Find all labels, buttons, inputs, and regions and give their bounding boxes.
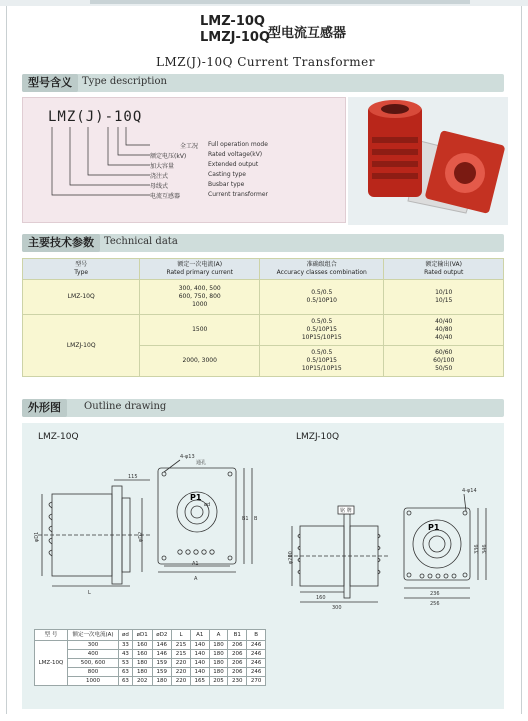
dim-cell: 500, 600 [68,659,119,668]
label-160: 160 [316,595,326,601]
th-output: 额定输出(VA) Rated output [384,259,504,280]
label-346: 346 [482,544,488,554]
drawing-title-right: LMZJ-10Q [296,432,340,442]
dim-cell: 53 [119,659,133,668]
lmzj-outline-drawing [286,456,496,616]
label-hole: 4-φ13 [180,454,195,460]
product-photo [348,97,508,225]
label-d2: φD2 [138,531,144,542]
dim-th: ød [119,630,133,641]
type-section-label: 型号含义 [22,74,78,92]
th-accuracy: 准确级组合 Accuracy classes combination [260,259,384,280]
lmz-outline-drawing [30,446,270,626]
outline-section-header [22,399,504,417]
dim-type: LMZ-10Q [35,641,68,686]
dim-cell: 180 [152,677,172,686]
desc-row-1: 全工况 Full operation mode [180,141,268,150]
dim-cell: 140 [190,650,209,659]
dim-cell: 220 [172,677,191,686]
dim-cell: 146 [152,650,172,659]
dim-th: A [209,630,228,641]
dim-cell: 140 [190,641,209,650]
cell-accuracy: 0.5/0.5 0.5/10P15 10P15/10P15 [260,315,384,346]
dim-cell: 63 [119,668,133,677]
dim-cell: 246 [247,650,266,659]
dim-th: 额定一次电流(A) [68,630,119,641]
tech-data-table [22,258,504,377]
label-p1: P1 [190,493,202,502]
dim-cell: 180 [132,668,152,677]
dim-th: L [172,630,191,641]
dim-cell: 1000 [68,677,119,686]
dim-th: øD1 [132,630,152,641]
dim-cell: 63 [119,677,133,686]
label-l: L [88,590,91,596]
label-115: 115 [128,474,138,480]
dim-cell: 270 [247,677,266,686]
desc-row-5: 母线式 Busbar type [150,181,245,190]
dim-cell: 146 [152,641,172,650]
model-code: LMZ(J)-10Q [48,109,143,125]
table-row [23,315,504,346]
dim-th: B1 [228,630,247,641]
cell-output: 60/60 60/100 50/50 [384,346,504,377]
th-type: 型号 Type [23,259,140,280]
dim-cell: 206 [228,650,247,659]
label-b1: B1 [242,516,249,522]
dim-cell: 206 [228,668,247,677]
dim-th: 型 号 [35,630,68,641]
tech-section-label-en: Technical data [104,236,178,247]
dim-cell: 140 [190,659,209,668]
dim-cell: 246 [247,659,266,668]
table-row [35,668,266,677]
label-300: 300 [332,605,342,611]
label-hole-cn: 通孔 [196,460,207,466]
dim-cell: 140 [190,668,209,677]
dim-cell: 180 [209,650,228,659]
cell-accuracy: 0.5/0.5 0.5/10P10 [260,280,384,315]
label-a1: A1 [192,561,199,567]
dim-cell: 43 [119,650,133,659]
dim-cell: 180 [209,641,228,650]
dim-cell: 159 [152,659,172,668]
dim-cell: 215 [172,650,191,659]
cell-type: LMZJ-10Q [23,315,140,377]
tech-section-label: 主要技术参数 [22,234,100,252]
dim-cell: 206 [228,659,247,668]
dim-cell: 246 [247,668,266,677]
dim-cell: 202 [132,677,152,686]
dim-cell: 180 [209,668,228,677]
dim-cell: 180 [132,659,152,668]
dim-th: B [247,630,266,641]
dimension-table [34,629,266,686]
dim-cell: 300 [68,641,119,650]
type-section-header [22,74,504,92]
table-row [35,677,266,686]
cell-current: 2000, 3000 [140,346,260,377]
dim-cell: 220 [172,659,191,668]
tech-section-header [22,234,504,252]
cell-current: 1500 [140,315,260,346]
label-hole-r: 4-φ14 [462,488,477,494]
dim-cell: 160 [132,641,152,650]
dim-cell: 220 [172,668,191,677]
outline-section-label-en: Outline drawing [84,401,167,412]
table-row [35,641,266,650]
cell-type: LMZ-10Q [23,280,140,315]
dim-cell: 215 [172,641,191,650]
dim-cell: 160 [132,650,152,659]
tech-table-header [23,259,504,280]
dim-cell: 205 [209,677,228,686]
title-model-2: LMZJ-10Q [200,30,271,45]
title-suffix: 型电流互感器 [268,26,347,41]
drawing-title-left: LMZ-10Q [38,432,79,442]
type-section-label-en: Type description [82,76,167,87]
dim-table-header [35,630,266,641]
dim-cell: 33 [119,641,133,650]
dim-cell: 159 [152,668,172,677]
dim-th: A1 [190,630,209,641]
dim-cell: 206 [228,641,247,650]
cell-accuracy: 0.5/0.5 0.5/10P15 10P15/10P15 [260,346,384,377]
page-subtitle: LMZ(J)-10Q Current Transformer [156,55,375,69]
label-plate: 铭 牌 [340,508,352,514]
desc-row-3: 加大容量 Extended output [150,161,259,170]
label-p1-r: P1 [428,523,440,532]
table-row [35,659,266,668]
label-d200: φ200 [288,551,294,564]
label-236: 236 [430,591,440,597]
desc-row-2: 额定电压(kV) Rated voltage(kV) [150,151,263,160]
dim-cell: 230 [228,677,247,686]
dim-cell: 165 [190,677,209,686]
top-strip [90,0,470,4]
cell-output: 40/40 40/80 40/40 [384,315,504,346]
label-a: A [194,576,198,582]
dim-th: øD2 [152,630,172,641]
title-model-1: LMZ-10Q [200,14,265,29]
desc-row-6: 电流互感器 Current transformer [150,191,269,200]
label-d1: φD1 [34,531,40,542]
label-d: ød [204,502,211,508]
label-256: 256 [430,601,440,607]
desc-row-4: 浇注式 Casting type [150,171,246,180]
dim-cell: 180 [209,659,228,668]
outline-section-label: 外形图 [22,399,67,417]
cell-current: 300, 400, 500 600, 750, 800 1000 [140,280,260,315]
table-row [35,650,266,659]
dim-cell: 800 [68,668,119,677]
dim-cell: 400 [68,650,119,659]
label-b: B [254,516,258,522]
dim-cell: 246 [247,641,266,650]
table-row [23,280,504,315]
th-current: 额定一次电流(A) Rated primary current [140,259,260,280]
cell-output: 10/10 10/15 [384,280,504,315]
label-336: 336 [474,544,480,554]
